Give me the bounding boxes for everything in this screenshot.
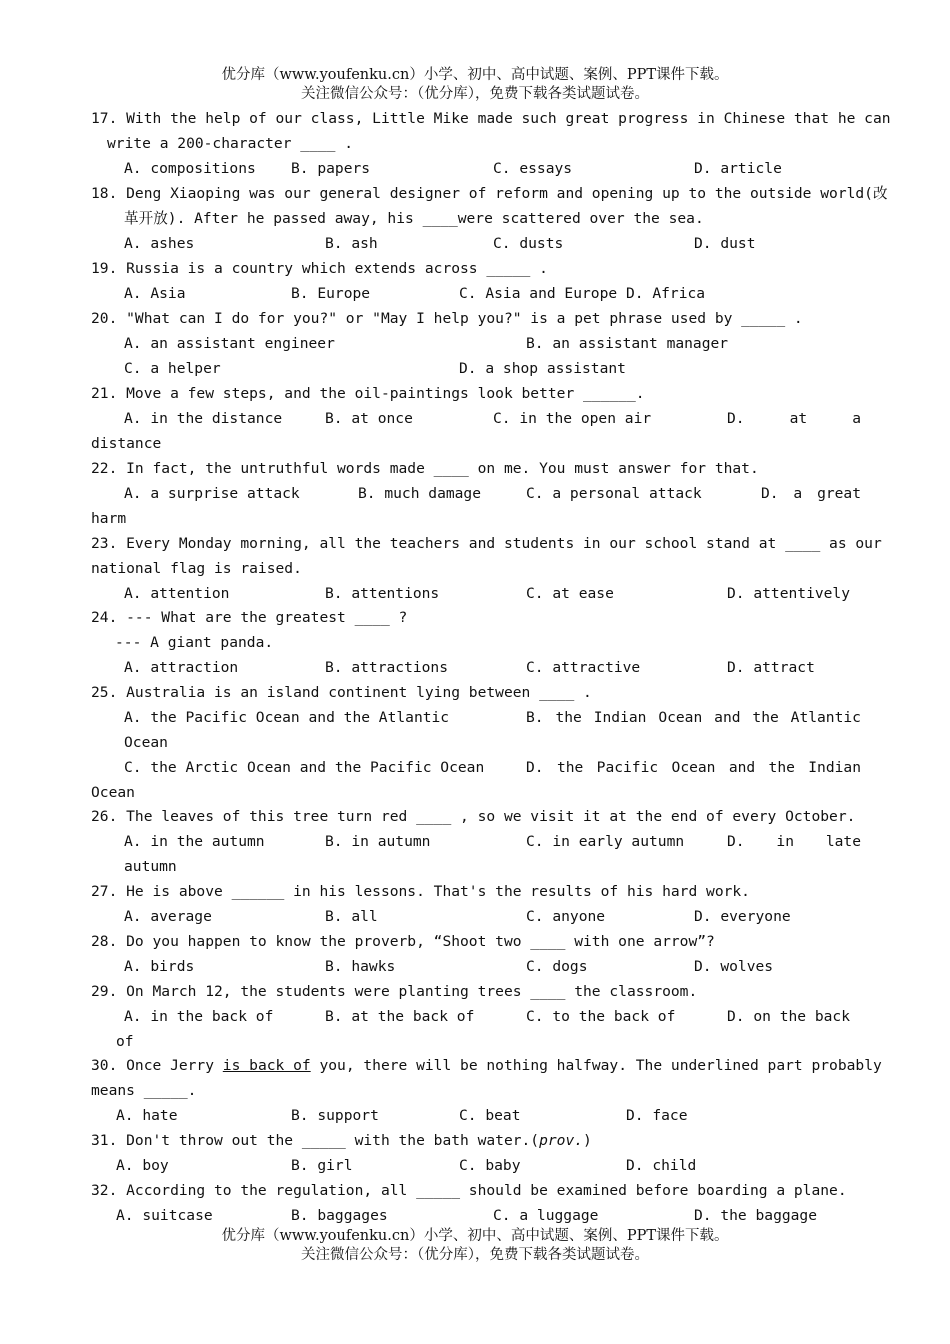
q29-option-d: D. on the back [727, 1008, 851, 1025]
q27-option-b: B. all [325, 908, 378, 925]
q32-option-d: D. the baggage [694, 1207, 818, 1224]
q19-option-d: D. Africa [626, 285, 706, 302]
q19-stem: 19. Russia is a country which extends across _____ . [91, 260, 548, 277]
q20-option-c: C. a helper [124, 360, 221, 377]
q22-option-b: B. much damage [358, 485, 482, 502]
q26-option-a: A. in the autumn [124, 833, 265, 850]
footer-line-2: 关注微信公众号：（优分库），免费下载各类试题试卷。 [301, 1247, 649, 1263]
q28-option-a: A. birds [124, 958, 195, 975]
q23-option-d: D. attentively [727, 585, 851, 602]
q18-stem: 18. Deng Xiaoping was our general designer of reform and opening up to the outside world(改 [91, 185, 888, 202]
q17-option-b: B. papers [291, 160, 371, 177]
q22-option-a: A. a surprise attack [124, 485, 300, 502]
q28-option-b: B. hawks [325, 958, 396, 975]
q26-option-d-cont: autumn [124, 858, 177, 875]
q25-option-c: C. the Arctic Ocean and the Pacific Ocean [124, 759, 485, 776]
q20-option-d: D. a shop assistant [459, 360, 626, 377]
q30-option-b: B. support [291, 1107, 379, 1124]
q21-option-b: B. at once [325, 410, 413, 427]
q27-stem: 27. He is above ______ in his lessons. That's the results of his hard work. [91, 883, 750, 900]
q18-option-b: B. ash [325, 235, 378, 252]
q25-option-d: D. the Pacific Ocean and the Indian [526, 759, 861, 776]
q28-option-d: D. wolves [694, 958, 774, 975]
q26-option-d: D. in late [727, 833, 861, 850]
q18-option-d: D. dust [694, 235, 756, 252]
q24-option-a: A. attraction [124, 659, 239, 676]
q23-stem: 23. Every Monday morning, all the teachers and students in our school stand at ____ as our [91, 535, 882, 552]
q18-option-c: C. dusts [493, 235, 564, 252]
header-line-1: 优分库（www.youfenku.cn）小学、初中、高中试题、案例、PPT课件下载。 [221, 67, 729, 83]
q17-option-a: A. compositions [124, 160, 256, 177]
q21-option-c: C. in the open air [493, 410, 652, 427]
q17-option-c: C. essays [493, 160, 573, 177]
q29-option-c: C. to the back of [526, 1008, 676, 1025]
q21-option-d: D. at a [727, 410, 861, 427]
q19-option-a: A. Asia [124, 285, 186, 302]
q22-option-d: D. a great [761, 485, 861, 502]
q18-option-a: A. ashes [124, 235, 195, 252]
q30-option-d: D. face [626, 1107, 688, 1124]
q17-option-d: D. article [694, 160, 782, 177]
q28-stem: 28. Do you happen to know the proverb, “Shoot two ____ with one arrow”? [91, 933, 715, 950]
q19-option-b: B. Europe [291, 285, 371, 302]
q24-stem: 24. --- What are the greatest ____ ? [91, 609, 408, 626]
q31-stem: 31. Don't throw out the _____ with the bath water.(prov.) [91, 1132, 592, 1149]
q25-option-d-cont: Ocean [91, 784, 135, 801]
q31-option-a: A. boy [116, 1157, 169, 1174]
q22-option-c: C. a personal attack [526, 485, 702, 502]
q23-option-b: B. attentions [325, 585, 440, 602]
q30-option-a: A. hate [116, 1107, 178, 1124]
q22-option-d-cont: harm [91, 510, 127, 527]
q23-stem-cont: national flag is raised. [91, 560, 302, 577]
page-header [0, 66, 950, 104]
q32-stem: 32. According to the regulation, all _____ should be examined before boarding a plane. [91, 1182, 847, 1199]
q27-option-a: A. average [124, 908, 212, 925]
q29-stem: 29. On March 12, the students were planting trees ____ the classroom. [91, 983, 698, 1000]
q18-stem-cont: 革开放). After he passed away, his ____were scattered over the sea. [124, 210, 704, 227]
q25-option-b-cont: Ocean [124, 734, 168, 751]
q20-option-a: A. an assistant engineer [124, 335, 335, 352]
q31-option-d: D. child [626, 1157, 697, 1174]
q23-option-c: C. at ease [526, 585, 614, 602]
q20-option-b: B. an assistant manager [526, 335, 729, 352]
q21-stem: 21. Move a few steps, and the oil-paintings look better ______. [91, 385, 645, 402]
q28-option-c: C. dogs [526, 958, 588, 975]
q30-option-c: C. beat [459, 1107, 521, 1124]
q25-option-b: B. the Indian Ocean and the Atlantic [526, 709, 861, 726]
q21-option-a: A. in the distance [124, 410, 283, 427]
q17-stem-cont: write a 200-character ____ . [107, 135, 354, 152]
q24-option-d: D. attract [727, 659, 815, 676]
page-footer [0, 1227, 950, 1265]
q32-option-b: B. baggages [291, 1207, 388, 1224]
q32-option-c: C. a luggage [493, 1207, 599, 1224]
q25-stem: 25. Australia is an island continent lying between ____ . [91, 684, 592, 701]
q24-option-b: B. attractions [325, 659, 449, 676]
q23-option-a: A. attention [124, 585, 230, 602]
q24-option-c: C. attractive [526, 659, 641, 676]
q30-underlined-phrase: is back of [222, 1057, 311, 1074]
q19-option-c: C. Asia and Europe [459, 285, 618, 302]
q32-option-a: A. suitcase [116, 1207, 213, 1224]
q27-option-d: D. everyone [694, 908, 791, 925]
q24-stem-cont: --- A giant panda. [115, 634, 274, 651]
q30-stem-cont: means _____. [91, 1082, 197, 1099]
q26-option-b: B. in autumn [325, 833, 431, 850]
header-line-2: 关注微信公众号：（优分库），免费下载各类试题试卷。 [301, 86, 649, 102]
q30-stem: 30. Once Jerry is back of you, there will be nothing halfway. The underlined part probably [91, 1057, 882, 1074]
q27-option-c: C. anyone [526, 908, 606, 925]
q20-stem: 20. "What can I do for you?" or "May I help you?" is a pet phrase used by _____ . [91, 310, 803, 327]
q17-stem: 17. With the help of our class, Little Mike made such great progress in Chinese that he can [91, 110, 891, 127]
q25-option-a: A. the Pacific Ocean and the Atlantic [124, 709, 450, 726]
q29-option-d-cont: of [116, 1033, 134, 1050]
q26-option-c: C. in early autumn [526, 833, 685, 850]
q22-stem: 22. In fact, the untruthful words made ____ on me. You must answer for that. [91, 460, 759, 477]
q31-option-c: C. baby [459, 1157, 521, 1174]
q21-option-d-cont: distance [91, 435, 162, 452]
footer-line-1: 优分库（www.youfenku.cn）小学、初中、高中试题、案例、PPT课件下载。 [221, 1228, 729, 1244]
q31-option-b: B. girl [291, 1157, 353, 1174]
q29-option-b: B. at the back of [325, 1008, 475, 1025]
q26-stem: 26. The leaves of this tree turn red ____ , so we visit it at the end of every October. [91, 808, 856, 825]
q29-option-a: A. in the back of [124, 1008, 274, 1025]
